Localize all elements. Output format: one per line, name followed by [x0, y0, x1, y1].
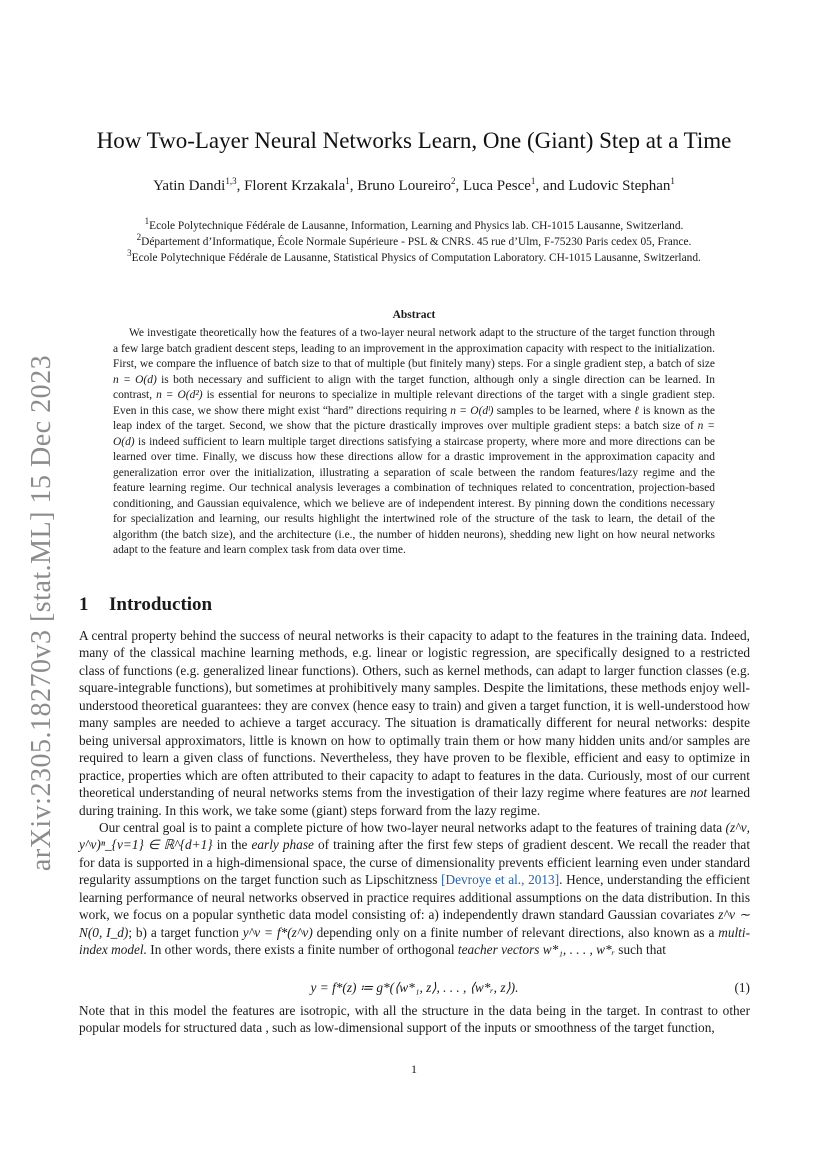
intro-paragraph-2: Our central goal is to paint a complete picture of how two-layer neural networks adapt to the features of training data (z^ν, y^ν)ⁿ_{ν=1} ∈ ℝ^{d+1} in the early phase of training after the first few steps of gradient descent. We recall the reader that for data is supported in a high-dimensional space, the curse of dimensionality prevents efficient learning even under standard regularity assumptions on the target function such as Lipschitzness [Devroye et al., 2013]. Hence, understanding the efficient learning performance of neural networks observed in practice requires additional assumptions on the data distribution. In this work, we focus on a popular synthetic data model consisting of: a) independently drawn standard Gaussian covariates z^ν ∼ N(0, I_d); b) a target function y^ν = f*(z^ν) depending only on a finite number of relevant directions, also known as a multi-index model. In other words, there exists a finite number of orthogonal teacher vectors w*₁, . . . , w*ᵣ such that [79, 819, 751, 958]
arxiv-identifier [22, 355, 62, 870]
author-affil-marker: 1 [530, 176, 536, 186]
page-number: 1 [411, 1062, 417, 1076]
section-title: Introduction [109, 594, 213, 615]
affiliation-line: $^1$Ecole Polytechnique Fédérale de Lausanne, Information, Learning and Physics lab. CH-1015 Lausanne, Switzerland. [144, 216, 684, 232]
intro-paragraph-1: A central property behind the success of neural networks is their capacity to adapt to the features in the training data. Indeed, many of the classical machine learning methods, e.g. linear or logistic regression, are specifically designed to a restricted class of functions (e.g. generalized linear functions). Others, such as kernel methods, can adapt to larger function classes (e.g. square-integrable functions), but sometimes at prohibitively many samples. Despite the limitations, these methods enjoy well-understood theoretical guarantees: they are convex (hence easy to train) and given a target function, it is well-understood how many samples are needed to achieve a target accuracy. The situation is dramatically different for neural networks: despite being universal approximators, little is known on how to optimally train them or how many hidden units and/or samples are required to learn a given class of functions. Nevertheless, they have proven to be flexible, efficient and easy to optimize in practice, properties which are often attributed to their capacity to adapt to features in the data. Curiously, most of our current theoretical understanding of neural networks stems from the investigation of their lazy regime where features are not learned during training. In this work, we take some (giant) steps forward from the lazy regime. [79, 628, 750, 818]
equation-formula: y = f*(z) ≔ g*(⟨w*₁, z⟩, . . . , ⟨w*ᵣ, z⟩). [310, 980, 519, 995]
author-name: Ludovic Stephan [568, 178, 671, 194]
intro-text [79, 627, 750, 959]
section-number: 1 [79, 594, 89, 615]
author-affil-marker: 1,3 [225, 176, 237, 186]
affiliation-line: $^2$Département d’Informatique, École Normale Supérieure - PSL & CNRS. 45 rue d’Ulm, F-75230 Paris cedex 05, France. [136, 232, 692, 248]
affiliation-line: $^3$Ecole Polytechnique Fédérale de Lausanne, Statistical Physics of Computation Laboratory. CH-1015 Lausanne, Switzerland. [127, 248, 701, 264]
affiliations [0, 218, 828, 266]
paper-title: How Two-Layer Neural Networks Learn, One (Giant) Step at a Time [96, 128, 732, 153]
author-list: Yatin Dandi$^{1,3}$, Florent Krzakala$^1$, Bruno Loureiro$^2$, Luca Pesce$^1$, and Ludovic Stephan$^1$ [153, 176, 675, 194]
author-affil-marker: 1 [670, 176, 675, 186]
equation-number: (1) [734, 980, 750, 995]
section-heading [79, 594, 212, 616]
abstract-paragraph: We investigate theoretically how the features of a two-layer neural network adapt to the structure of the target function through a few large batch gradient descent steps, leading to an improvement in the approximation capacity with respect to the initialization. First, we compare the influence of batch size to that of multiple (but finitely many) steps. For a single gradient step, a batch of size n = O(d) is both necessary and sufficient to align with the target function, although only a single direction can be learned. In contrast, n = O(d²) is essential for neurons to specialize in multiple relevant directions of the target with a single gradient step. Even in this case, we show there might exist “hard” directions requiring n = O(dˡ) samples to be learned, where ℓ is known as the leap index of the target. Second, we show that the picture drastically improves over multiple gradient steps: a batch size of n = O(d) is indeed sufficient to learn multiple target directions satisfying a staircase property, where more and more directions can be learned over time. Finally, we discuss how these directions allow for a drastic improvement in the approximation capacity and generalization error over the initialization, illustrating a separation of scale between the random features/lazy regime and the feature learning regime. Our technical analysis leverages a combination of techniques related to concentration, projection-based conditioning, and Gaussian equivalence, which we believe are of independent interest. By pinning down the conditions necessary for specialization and learning, our results highlight the intertwined role of the structure of the task to learn, the detail of the algorithm (the batch size), and the architecture (i.e., the number of hidden neurons), shedding new light on how neural networks adapt to the feature and learn complex task from data over time. [113, 327, 716, 556]
arxiv-identifier-text: arXiv:2305.18270v3 [stat.ML] 15 Dec 2023 [26, 354, 57, 871]
author-affil-marker: 1 [345, 176, 350, 186]
author-name: Yatin Dandi [153, 178, 226, 194]
author-name: Bruno Loureiro [357, 178, 452, 194]
author-name: Florent Krzakala [244, 178, 346, 194]
author-affil-marker: 2 [451, 176, 456, 186]
abstract-body [113, 326, 715, 559]
author-name: Luca Pesce [463, 178, 531, 194]
abstract-heading: Abstract [392, 309, 436, 321]
intro-text-continued [79, 1002, 750, 1037]
intro-paragraph-3: Note that in this model the features are isotropic, with all the structure in the data being in the target. In contrast to other popular models for structured data , such as low-dimensional support of the inputs or smoothness of the target function, [79, 1003, 750, 1036]
citation-link[interactable]: [Devroye et al., 2013] [441, 872, 560, 888]
